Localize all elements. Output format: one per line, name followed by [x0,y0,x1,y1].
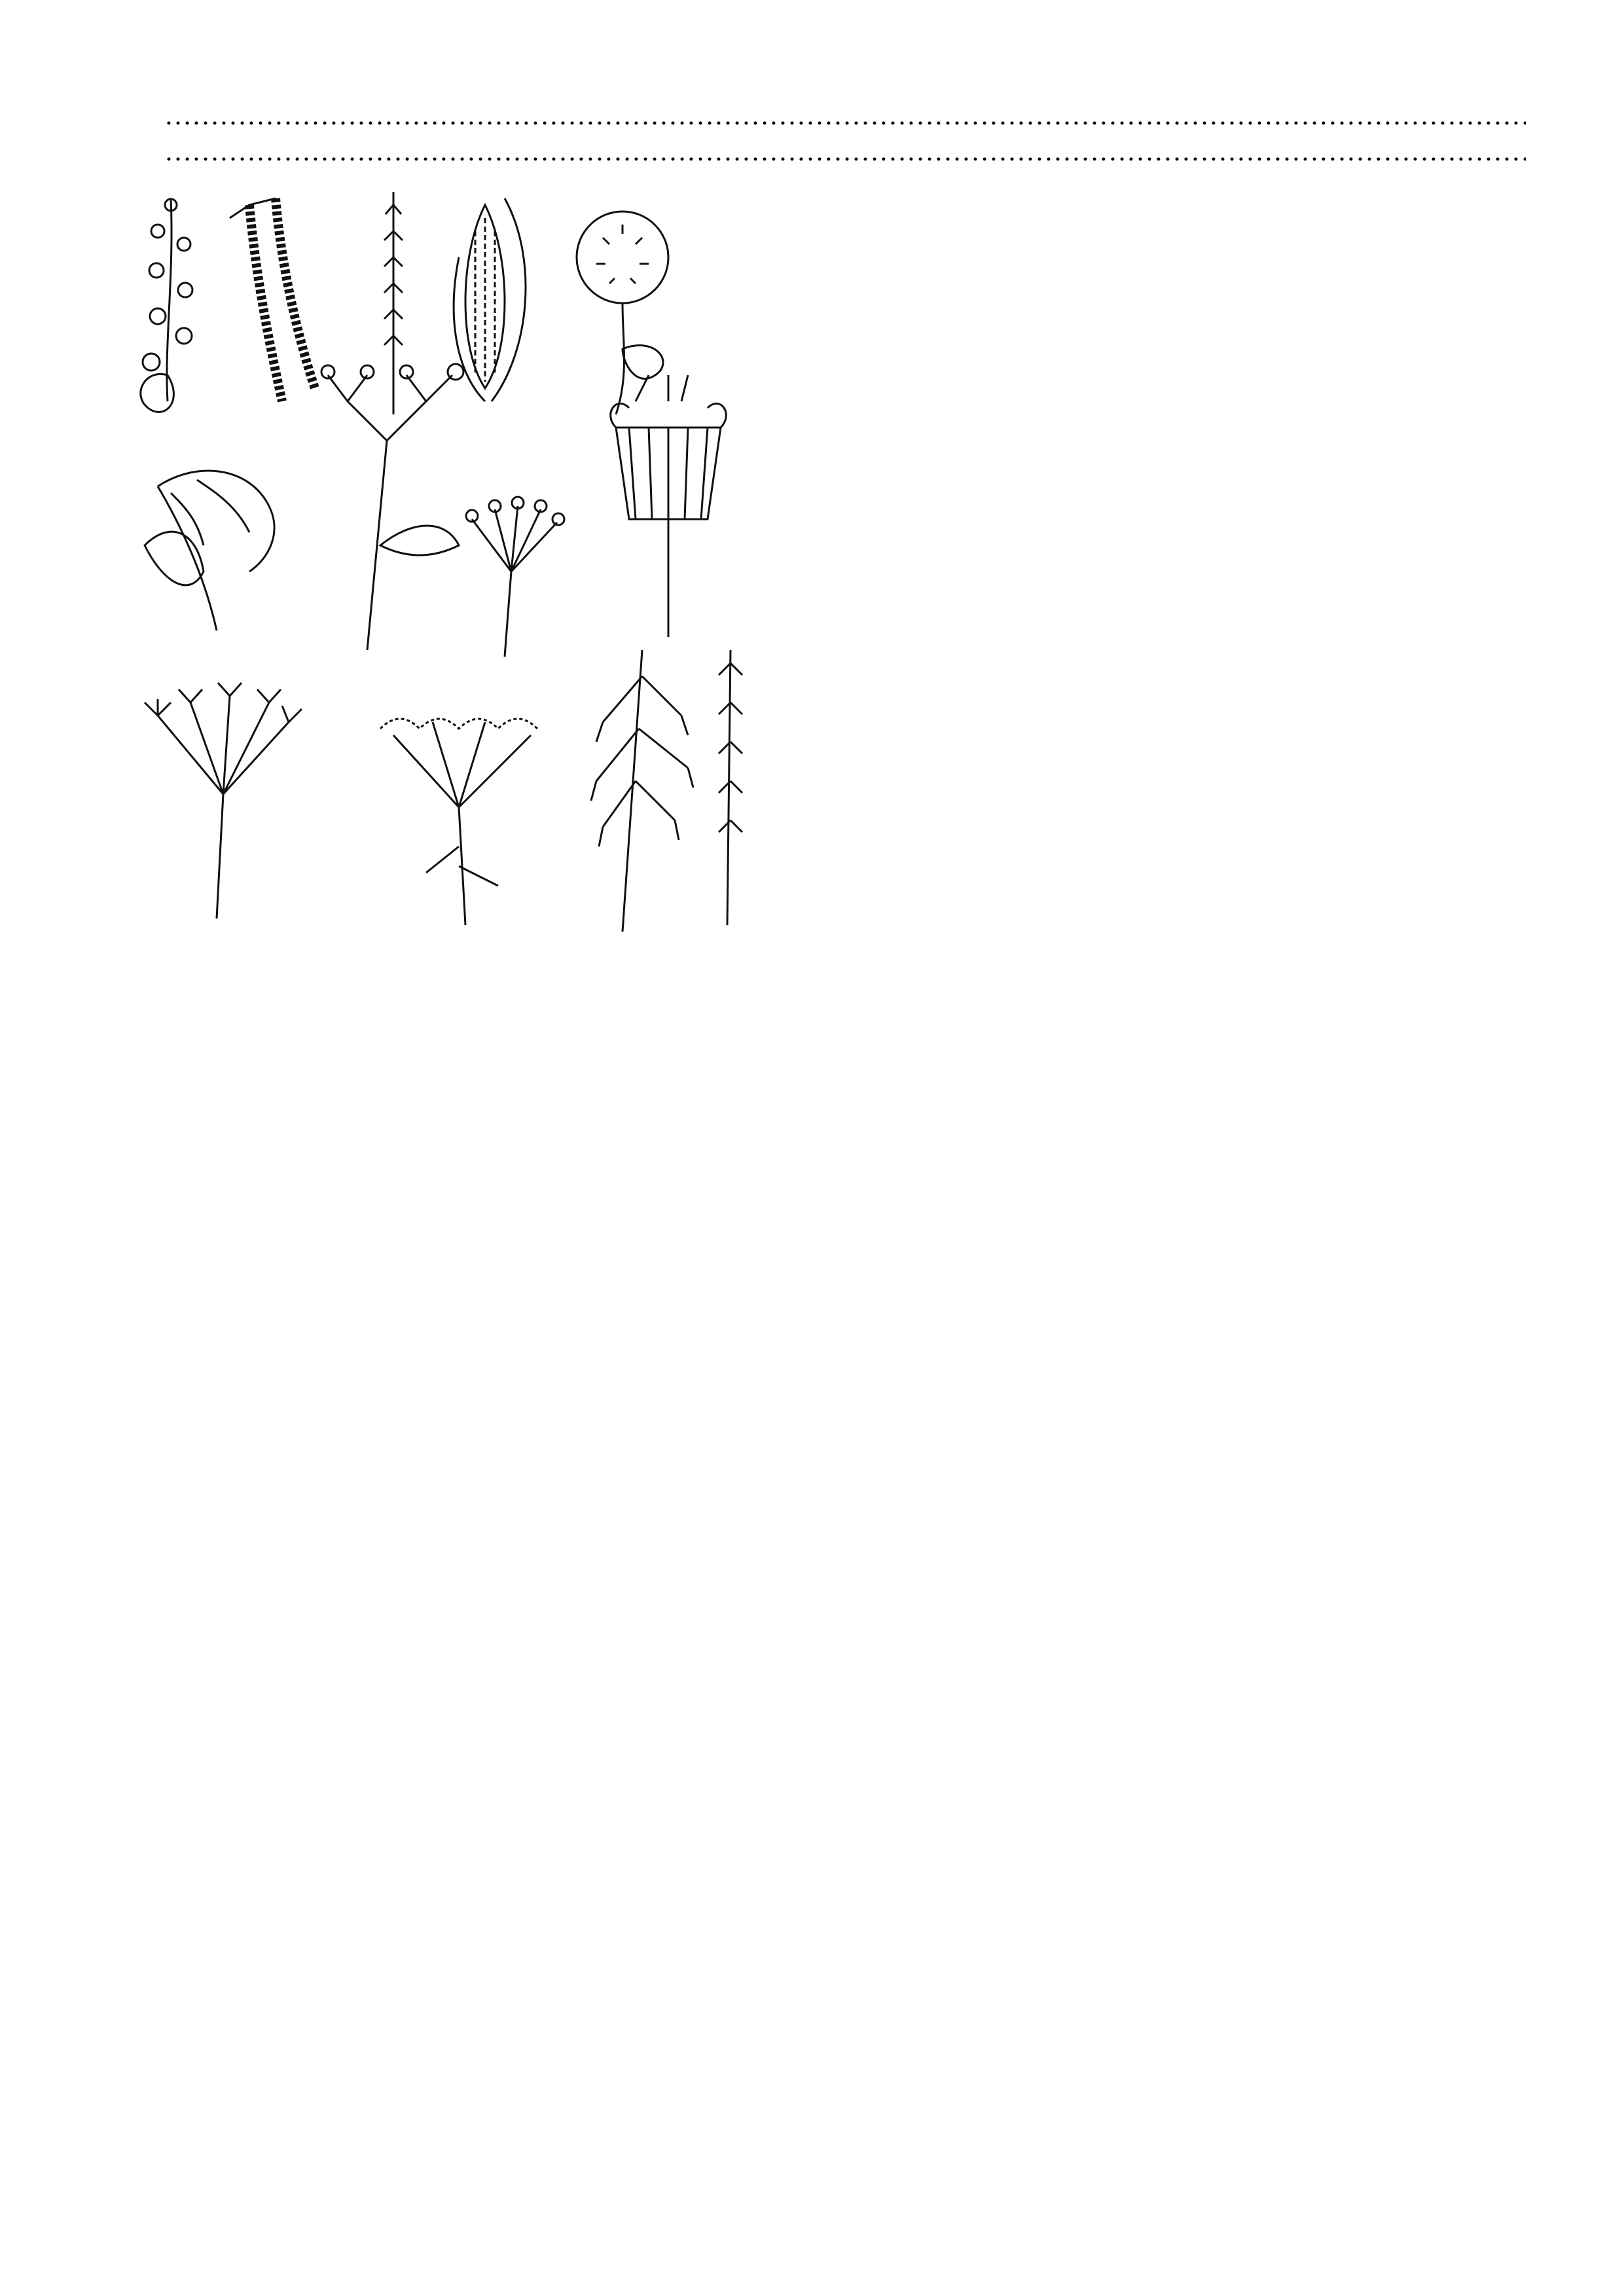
basket-drawing [611,375,727,637]
key-line [118,98,1526,134]
umbel-drawing [466,497,564,657]
catkin-drawing [230,198,315,401]
head-drawing [577,211,668,414]
dot-leader [164,134,1526,170]
compound-spike-drawing [719,650,742,925]
scorpioid-cyme-drawing [145,471,274,630]
key-block-top [118,98,1526,170]
figure-side-column [773,170,1526,964]
compound-corymb-drawing [380,719,537,925]
page-content [118,98,1526,964]
dot-leader [164,98,1526,134]
compound-umbel-drawing [145,683,302,919]
inflorescence-drawings [118,179,773,964]
key-line [118,134,1526,170]
figure-row [118,170,1526,964]
panicle-drawing [591,650,693,932]
spike-drawing [384,192,403,414]
raceme-drawing [141,198,192,412]
spadix-drawing [454,198,526,401]
inflorescence-figure [118,179,773,964]
